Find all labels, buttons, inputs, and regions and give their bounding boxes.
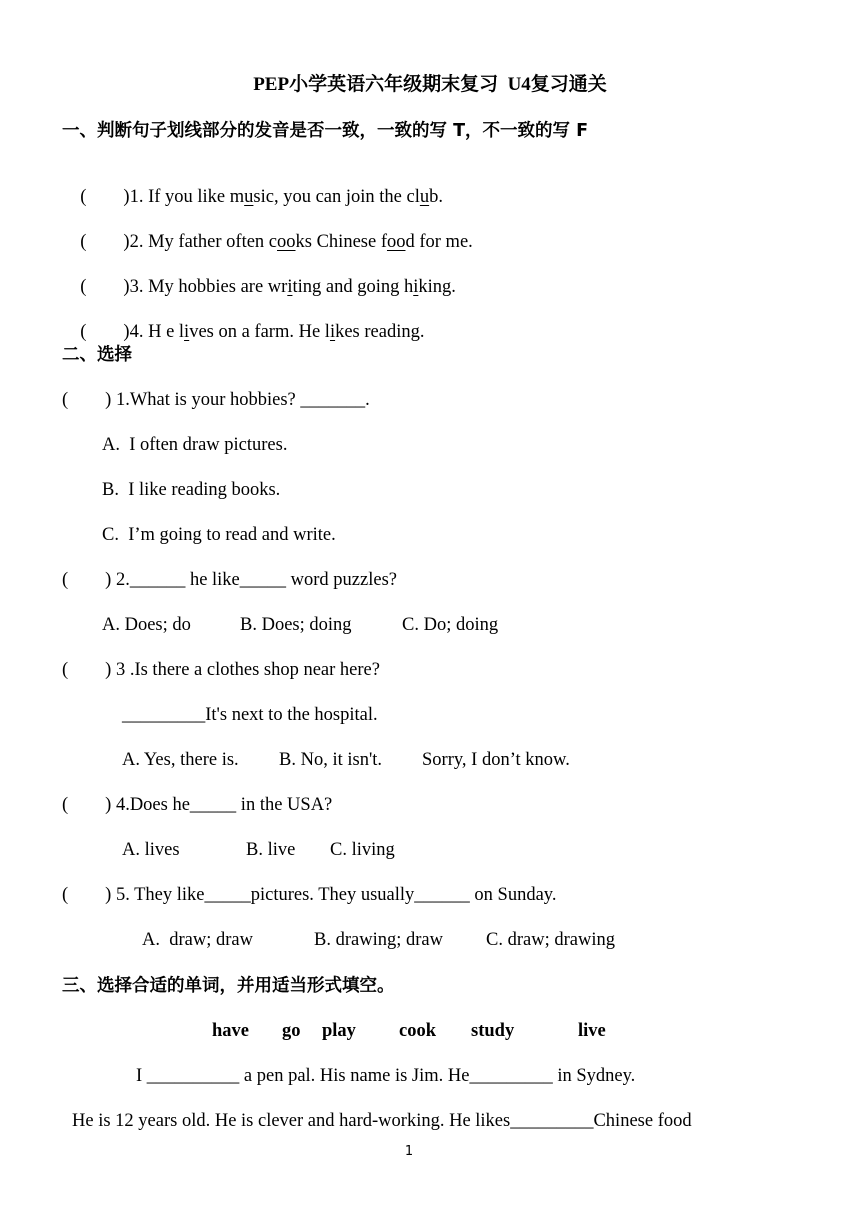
mc-question-1: ( ) 1.What is your hobbies? _______. [62,390,370,410]
page-title: PEP小学英语六年级期末复习 U4复习通关 [253,74,607,95]
word-bank-item: go [282,1021,301,1041]
judge-item-2: ( )2. My father often cooks Chinese food for me. [80,232,473,252]
section3-heading: 三、选择合适的单词，并用适当形式填空。 [62,976,395,996]
mc-option: A. draw; draw [142,930,253,950]
answer-paren[interactable]: ( ) [80,232,130,252]
answer-paren[interactable]: ( ) [80,277,130,297]
mc-option: B. live [246,840,296,860]
judge-item-3: ( )3. My hobbies are writing and going hiking. [80,277,456,297]
section1-heading: 一、判断句子划线部分的发音是否一致，一致的写 T，不一致的写 F [62,121,589,141]
word-bank-item: have [212,1021,249,1041]
mc-option: A. I often draw pictures. [102,435,288,455]
mc-question-2: ( ) 2.______ he like_____ word puzzles? [62,570,397,590]
mc-option: A. lives [122,840,180,860]
page-number: 1 [404,1144,414,1159]
judge-item-1: ( )1. If you like music, you can join the club. [80,187,443,207]
passage-line-1: I __________ a pen pal. His name is Jim. He_________ in Sydney. [136,1066,636,1086]
word-bank-item: live [578,1021,606,1041]
answer-paren[interactable]: ( ) [80,187,130,207]
mc-question-4: ( ) 4.Does he_____ in the USA? [62,795,333,815]
mc-option: C. Do; doing [402,615,499,635]
word-bank-item: study [471,1021,515,1041]
mc-option: A. Does; do [102,615,191,635]
mc-option: B. I like reading books. [102,480,281,500]
mc-question-3-line2: _________It's next to the hospital. [122,705,378,725]
mc-option: C. living [330,840,395,860]
judge-item-4: ( )4. H e lives on a farm. He likes reading. [80,322,425,342]
section2-heading: 二、选择 [62,345,132,365]
word-bank-item: cook [399,1021,436,1041]
answer-paren[interactable]: ( ) [80,322,130,342]
mc-option: B. No, it isn't. [279,750,383,770]
mc-option: C. draw; drawing [486,930,615,950]
word-bank [0,1020,860,1042]
mc-question-5: ( ) 5. They like_____pictures. They usually______ on Sunday. [62,885,557,905]
passage-line-2: He is 12 years old. He is clever and hard-working. He likes_________Chinese food [72,1111,692,1131]
mc-option: C. I’m going to read and write. [102,525,336,545]
mc-option: B. drawing; draw [314,930,443,950]
mc-option: B. Does; doing [240,615,352,635]
mc-option: Sorry, I don’t know. [422,750,570,770]
word-bank-item: play [322,1021,356,1041]
mc-question-3: ( ) 3 .Is there a clothes shop near here? [62,660,380,680]
mc-option: A. Yes, there is. [122,750,239,770]
